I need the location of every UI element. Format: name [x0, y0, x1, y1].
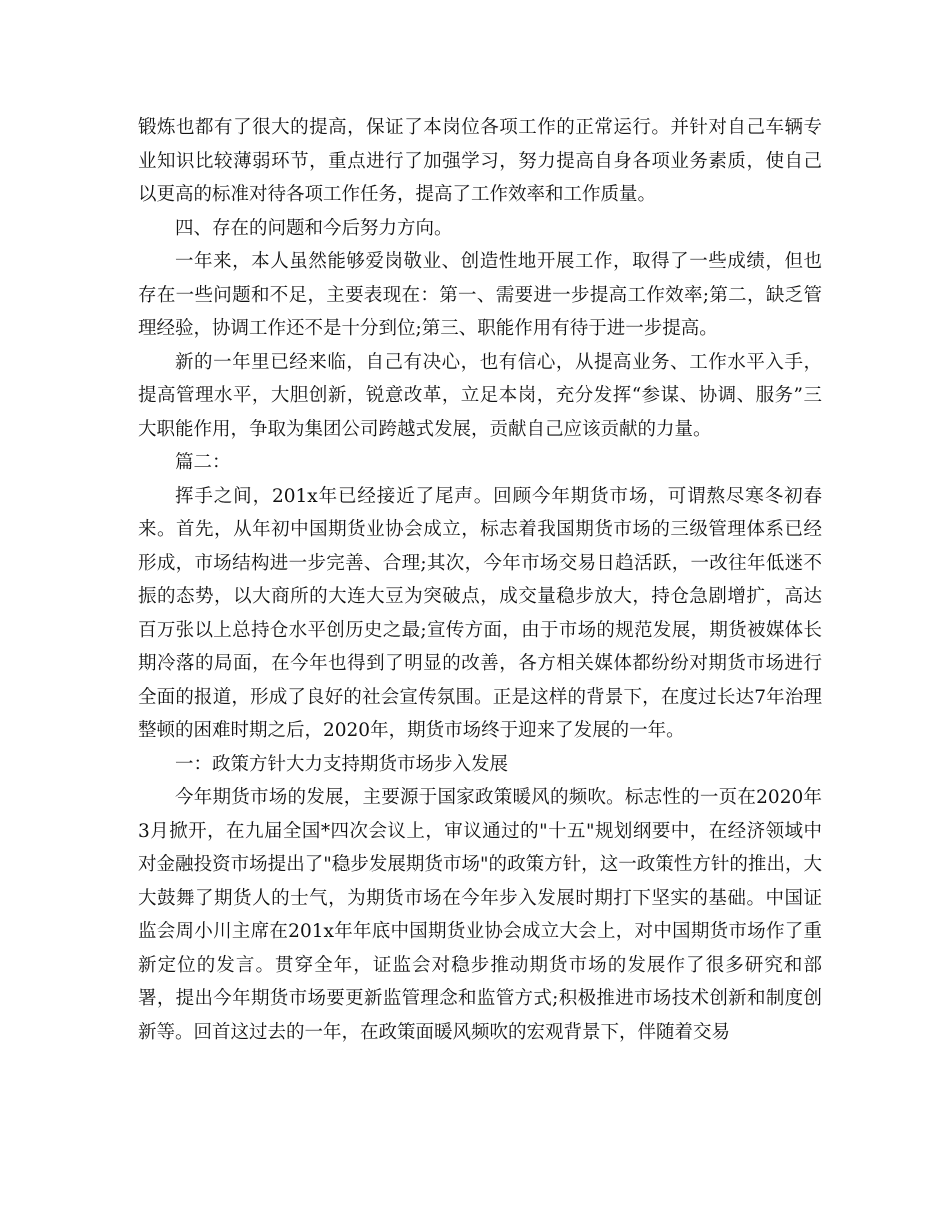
- paragraph-policy: 今年期货市场的发展，主要源于国家政策暖风的频吹。标志性的一页在2020年3月掀开，在九届全国*四次会议上，审议通过的"十五"规划纲要中，在经济领域中对金融投资市场提出了"稳步发展期货市场"的政策方针，这一政策性方针的推出，大大鼓舞了期货人的士气，为期货市场在今年步入发展时期打下坚实的基础。中国证监会周小川主席在201x年年底中国期货业协会成立大会上，对中国期货市场作了重新定位的发言。贯穿全年，证监会对稳步推动期货市场的发展作了很多研究和部署，提出今年期货市场要更新监管理念和监管方式;积极推进市场技术创新和制度创新等。回首这过去的一年，在政策面暖风频吹的宏观背景下，伴随着交易: [138, 787, 822, 1043]
- paragraph-market-review: 挥手之间，201x年已经接近了尾声。回顾今年期货市场，可谓熬尽寒冬初春来。首先，从年初中国期货业协会成立，标志着我国期货市场的三级管理体系已经形成，市场结构进一步完善、合理;其次，今年市场交易日趋活跃，一改往年低迷不振的态势，以大商所的大连大豆为突破点，成交量稳步放大，持仓急剧增扩，高达百万张以上总持仓水平创历史之最;宣传方面，由于市场的规范发展，期货被媒体长期冷落的局面，在今年也得到了明显的改善，各方相关媒体都纷纷对期货市场进行全面的报道，形成了良好的社会宣传氛围。正是这样的背景下，在度过长达7年治理整顿的困难时期之后，2020年，期货市场终于迎来了发展的一年。: [138, 485, 822, 741]
- section-heading-problems: 四、存在的问题和今后努力方向。: [175, 217, 453, 239]
- paragraph-new-year: 新的一年里已经来临，自己有决心，也有信心，从提高业务、工作水平入手，提高管理水平，大胆创新，锐意改革，立足本岗，充分发挥“参谋、协调、服务”三大职能作用，争取为集团公司跨越式发展，贡献自己应该贡献的力量。: [138, 351, 822, 440]
- section-heading-part-two: 篇二：: [175, 452, 231, 473]
- paragraph-continuation: 锻炼也都有了很大的提高，保证了本岗位各项工作的正常运行。并针对自己车辆专业知识比较薄弱环节，重点进行了加强学习，努力提高自身各项业务素质，使自己以更高的标准对待各项工作任务，提高了工作效率和工作质量。: [138, 117, 822, 205]
- document-body: [138, 111, 822, 1049]
- section-heading-policy: 一：政策方针大力支持期货市场步入发展: [175, 753, 509, 775]
- paragraph-shortcomings: 一年来，本人虽然能够爱岗敬业、创造性地开展工作，取得了一些成绩，但也存在一些问题和不足，主要表现在：第一、需要进一步提高工作效率;第二，缺乏管理经验，协调工作还不是十分到位;第三、职能作用有待于进一步提高。: [138, 251, 822, 339]
